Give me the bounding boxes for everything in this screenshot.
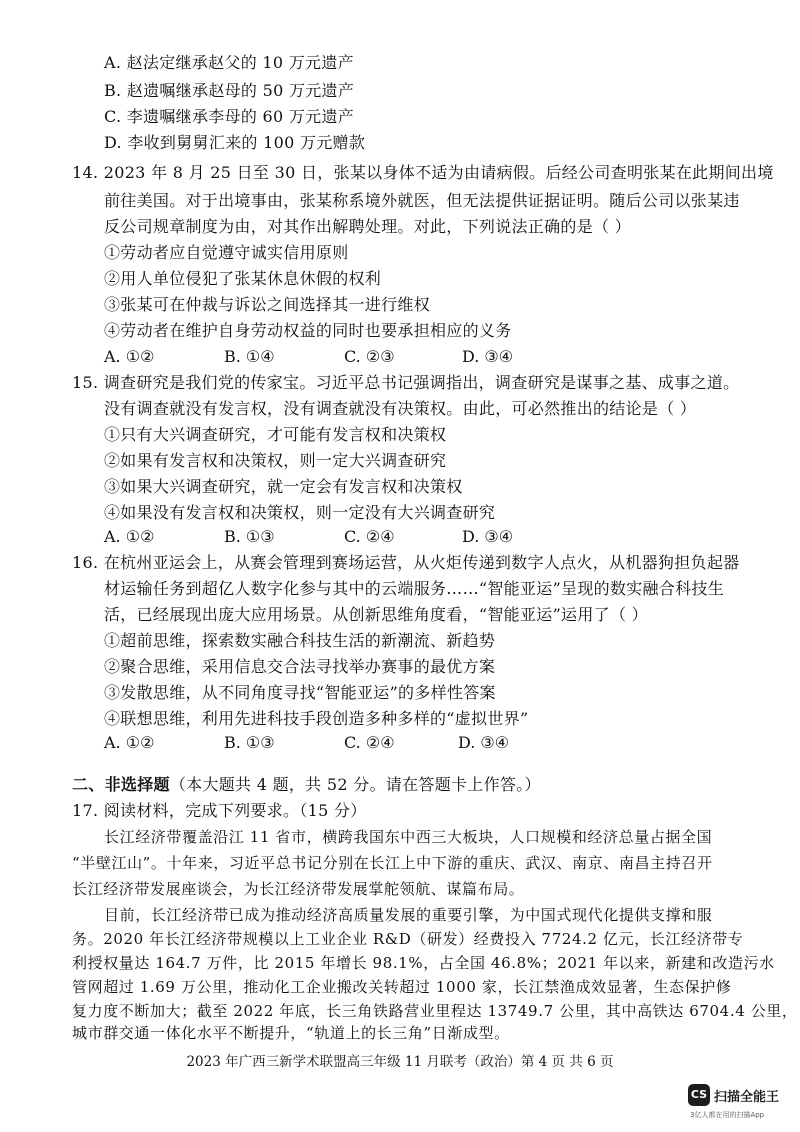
q17-p2-line: 利授权量达 164.7 万件，比 2015 年增长 98.1%，占全国 46.8%；2021 年以来，新建和改造污水 [72,954,775,972]
camscanner-logo-icon: CS [688,1084,710,1106]
q14-item-4: ④劳动者在维护自身劳动权益的同时也要承担相应的义务 [104,321,512,340]
q14-item-3: ③张某可在仲裁与诉讼之间选择其一进行维权 [104,295,431,314]
q16-option-c: C. ②④ [344,733,395,752]
q13-option-c: C. 李遗嘱继承李母的 60 万元遗产 [104,107,355,126]
page-footer: 2023 年广西三新学术联盟高三年级 11 月联考（政治）第 4 页 共 6 页 [186,1054,614,1070]
q15-stem-line: 15. 调查研究是我们党的传家宝。习近平总书记强调指出，调查研究是谋事之基、成事之道。 [72,373,740,392]
q17-p1-line: “半壁江山”。十年来，习近平总书记分别在长江上中下游的重庆、武汉、南京、南昌主持召开 [72,854,713,872]
camscanner-title: 扫描全能王 [714,1090,780,1105]
q14-stem-line: 前往美国。对于出境事由，张某称系境外就医，但无法提供证据证明。随后公司以张某违 [104,191,740,210]
q17-p2-line: 务。2020 年长江经济带规模以上工业企业 R&D（研发）经费投入 7724.2 亿元，长江经济带专 [72,930,744,948]
q14-item-2: ②用人单位侵犯了张某休息休假的权利 [104,269,382,288]
q13-option-d: D. 李收到舅舅汇来的 100 万元赠款 [104,133,366,152]
q16-stem-line: 活，已经展现出庞大应用场景。从创新思维角度看，“智能亚运”运用了（ ） [104,605,648,624]
q16-item-4: ④联想思维，利用先进科技手段创造多种多样的“虚拟世界” [104,709,529,728]
q14-option-d: D. ③④ [462,347,514,366]
camscanner-watermark [688,1084,792,1126]
q16-item-1: ①超前思维，探索数实融合科技生活的新潮流、新趋势 [104,631,496,650]
q15-item-1: ①只有大兴调查研究，才可能有发言权和决策权 [104,425,447,444]
q17-p2-line: 城市群交通一体化水平不断提升，“轨道上的长三角”日渐成型。 [72,1024,510,1042]
section-2-note: （本大题共 4 题，共 52 分。请在答题卡上作答。） [169,775,541,794]
q17-p1-line: 长江经济带覆盖沿江 11 省市，横跨我国东中西三大板块，人口规模和经济总量占据全国 [104,828,713,846]
q16-option-a: A. ①② [104,733,155,752]
q14-stem-line: 14. 2023 年 8 月 25 日至 30 日，张某以身体不适为由请病假。后经公司查明张某在此期间出境 [72,163,774,182]
q17-p2-line: 管网超过 1.69 万公里，推动化工企业搬改关转超过 1000 家，长江禁渔成效显著，生态保护修 [72,978,732,996]
q14-option-a: A. ①② [104,347,155,366]
q13-option-a: A. 赵法定继承赵父的 10 万元遗产 [104,53,354,72]
q15-option-a: A. ①② [104,527,155,546]
q15-option-c: C. ②④ [344,527,395,546]
q17-p2-line: 复力度不断加大；截至 2022 年底，长三角铁路营业里程达 13749.7 公里，其中高铁达 6704.4 公里， [72,1002,798,1020]
q16-item-3: ③发散思维，从不同角度寻找“智能亚运”的多样性答案 [104,683,496,702]
camscanner-subtitle: 3亿人都在用的扫描App [690,1111,765,1119]
section-2-heading [72,772,541,798]
q16-option-b: B. ①③ [224,733,275,752]
q16-item-2: ②聚合思维，采用信息交合法寻找举办赛事的最优方案 [104,657,496,676]
q15-item-3: ③如果大兴调查研究，就一定会有发言权和决策权 [104,477,463,496]
section-2-title: 二、非选择题 [72,775,170,794]
q14-stem-line: 反公司规章制度为由，对其作出解聘处理。对此，下列说法正确的是（ ） [104,217,631,236]
q16-option-d: D. ③④ [458,733,510,752]
q15-option-b: B. ①③ [224,527,275,546]
q15-option-d: D. ③④ [462,527,514,546]
q17-title: 17. 阅读材料，完成下列要求。（15 分） [72,801,367,820]
q14-option-b: B. ①④ [224,347,275,366]
q17-p2-line: 目前，长江经济带已成为推动经济高质量发展的重要引擎，为中国式现代化提供支撑和服 [104,906,713,924]
q13-option-b: B. 赵遗嘱继承赵母的 50 万元遗产 [104,81,355,100]
q15-item-4: ④如果没有发言权和决策权，则一定没有大兴调查研究 [104,503,496,522]
q16-stem-line: 16. 在杭州亚运会上，从赛会管理到赛场运营，从火炬传递到数字人点火，从机器狗担负起器 [72,553,740,572]
q15-item-2: ②如果有发言权和决策权，则一定大兴调查研究 [104,451,447,470]
q17-p1-line: 长江经济带发展座谈会，为长江经济带发展掌舵领航、谋篇布局。 [72,880,525,898]
q16-stem-line: 材运输任务到超亿人数字化参与其中的云端服务……“智能亚运”呈现的数实融合科技生 [104,579,725,598]
q14-option-c: C. ②③ [344,347,395,366]
q15-stem-line: 没有调查就没有发言权，没有调查就没有决策权。由此，可必然推出的结论是（ ） [104,399,697,418]
q14-item-1: ①劳动者应自觉遵守诚实信用原则 [104,243,349,262]
